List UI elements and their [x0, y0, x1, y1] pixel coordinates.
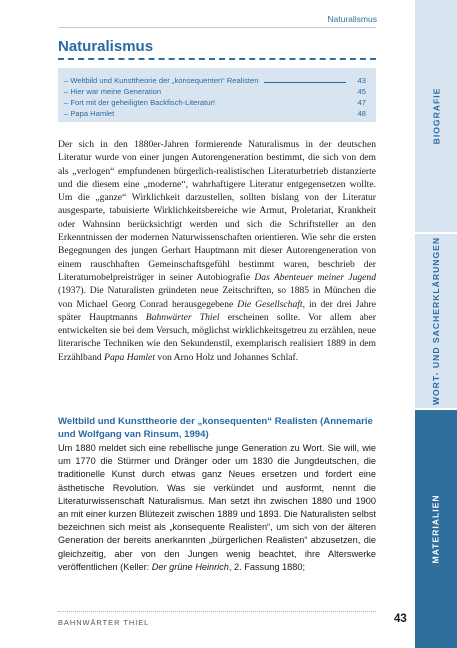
- toc-entry-label: – Papa Hamlet: [64, 109, 115, 118]
- work-title: Papa Hamlet: [104, 351, 155, 363]
- page-number: 43: [394, 613, 407, 625]
- tab-wort-und-sacherklaerungen[interactable]: [415, 234, 457, 410]
- tab-label: MATERIALIEN: [431, 494, 441, 564]
- toc-entry-label: – Weltbild und Kunsttheorie der „konsequenten“ Realisten: [64, 76, 259, 85]
- section-paragraph: [58, 442, 376, 574]
- intro-text: erscheinen sollte. Vor allem aber entwickelten sie bei dem Versuch, möglichst wirklichkeitsgetreu zu erzählen, neue literarische Techniken wie den Sekundenstil, exemplarisch realisiert 1889 in dem Erzählband: [58, 311, 376, 363]
- toc-entry[interactable]: [64, 85, 366, 96]
- footer-rule: [58, 611, 376, 612]
- chapter-title: Naturalismus: [58, 38, 154, 55]
- tab-label: BIOGRAFIE: [431, 87, 441, 145]
- chapter-contents-box: [58, 68, 376, 122]
- intro-text: Der sich in den 1880er-Jahren formierende Naturalismus in der deutschen Literatur wurde von einer jungen Autorengeneration bestimmt, die sich von dem als „verlogen“ empfundenen bürgerlich-realistischen Literaturbetrieb distanzierte und die diesem eine „moderne“, wahrhaftigere Literatur entgegensetzen wollte. Um die „ganze“ Wirklichkeit darzustellen, sollten bislang von der Literatur ausgesparte, tabuisierte Wirklichkeitsbereiche wie Armut, Proletariat, Krankheit oder Wahnsinn berücksichtigt werden und sich die Schriftsteller an den Erkenntnissen der modernen Naturwissenschaften orientieren. Wie sehr die ersten Begegnungen des jungen Gerhart Hauptmann mit dieser Autorengeneration von einem rauschhaften Gemeinschaftsgefühl bestimmt waren, beschrieb der Literaturnobelpreisträger in seiner Autobiografie: [58, 139, 376, 283]
- toc-entry-label: – Fort mit der geheiligten Backfisch-Literatur!: [64, 98, 216, 107]
- toc-entry-label: – Hier war meine Generation: [64, 87, 162, 96]
- running-head: Naturalismus: [327, 14, 377, 24]
- section-text: , 2. Fassung 1880;: [228, 561, 306, 572]
- tab-materialien[interactable]: [415, 410, 457, 648]
- journal-title: Die Gesellschaft: [237, 298, 303, 310]
- toc-leader-line: [264, 82, 346, 83]
- toc-entry[interactable]: [64, 74, 366, 85]
- footer-book-title: BAHNWÄRTER THIEL: [58, 618, 150, 627]
- section-heading: Weltbild und Kunsttheorie der „konsequenten“ Realisten (Annemarie und Wolfgang van Rinsum, 1994): [58, 416, 373, 440]
- book-title: Das Abenteuer meiner Jugend: [254, 271, 377, 283]
- tab-label: WORT- UND SACHERKLÄRUNGEN: [431, 236, 442, 406]
- toc-entry-page: 48: [357, 109, 366, 118]
- toc-entry-page: 45: [357, 87, 366, 96]
- intro-text: , in der drei Jahre später Hauptmanns: [58, 298, 376, 323]
- toc-entry[interactable]: [64, 96, 366, 107]
- section-text: Um 1880 meldet sich eine rebellische junge Generation zu Wort. Sie will, wie um 1770 die Stürmer und Dränger oder um 1830 die Jungdeutschen, die traditionelle Kunst durch etwas ganz Neues ersetzen und fordert eine ästhetische Revolution. Was sie verkündet und ausformt, nennt die Literaturwissenschaft Naturalismus. Man setzt ihn zwischen 1880 und 1900 an mit einer kurzen Blütezeit zwischen 1889 und 1893. Die Naturalisten selbst bezeichnen sich meist als „konsequente Realisten“, um sich von der älteren Generation der bereits anerkannten „bürgerlichen Realisten“ abzusetzen, die gleichzeitig, aber von den Jungen wenig beachtet, ihre Alterswerke veröffentlichen (Keller:: [58, 443, 376, 572]
- toc-entry-page: 43: [357, 76, 366, 85]
- header-rule: [58, 27, 376, 28]
- work-title: Der grüne Heinrich: [151, 561, 229, 572]
- intro-paragraph: [58, 138, 376, 364]
- intro-text: (1937). Die Naturalisten gründeten neue Zeitschriften, so 1885 in München die von Michael Georg Conrad herausgegebene: [58, 285, 376, 310]
- title-dashed-rule: [58, 58, 376, 60]
- toc-entry-page: 47: [357, 98, 366, 107]
- intro-text: von Arno Holz und Johannes Schlaf.: [155, 351, 299, 363]
- work-title: Bahnwärter Thiel: [145, 311, 220, 323]
- toc-entry[interactable]: [64, 107, 366, 118]
- tab-biografie[interactable]: [415, 0, 457, 234]
